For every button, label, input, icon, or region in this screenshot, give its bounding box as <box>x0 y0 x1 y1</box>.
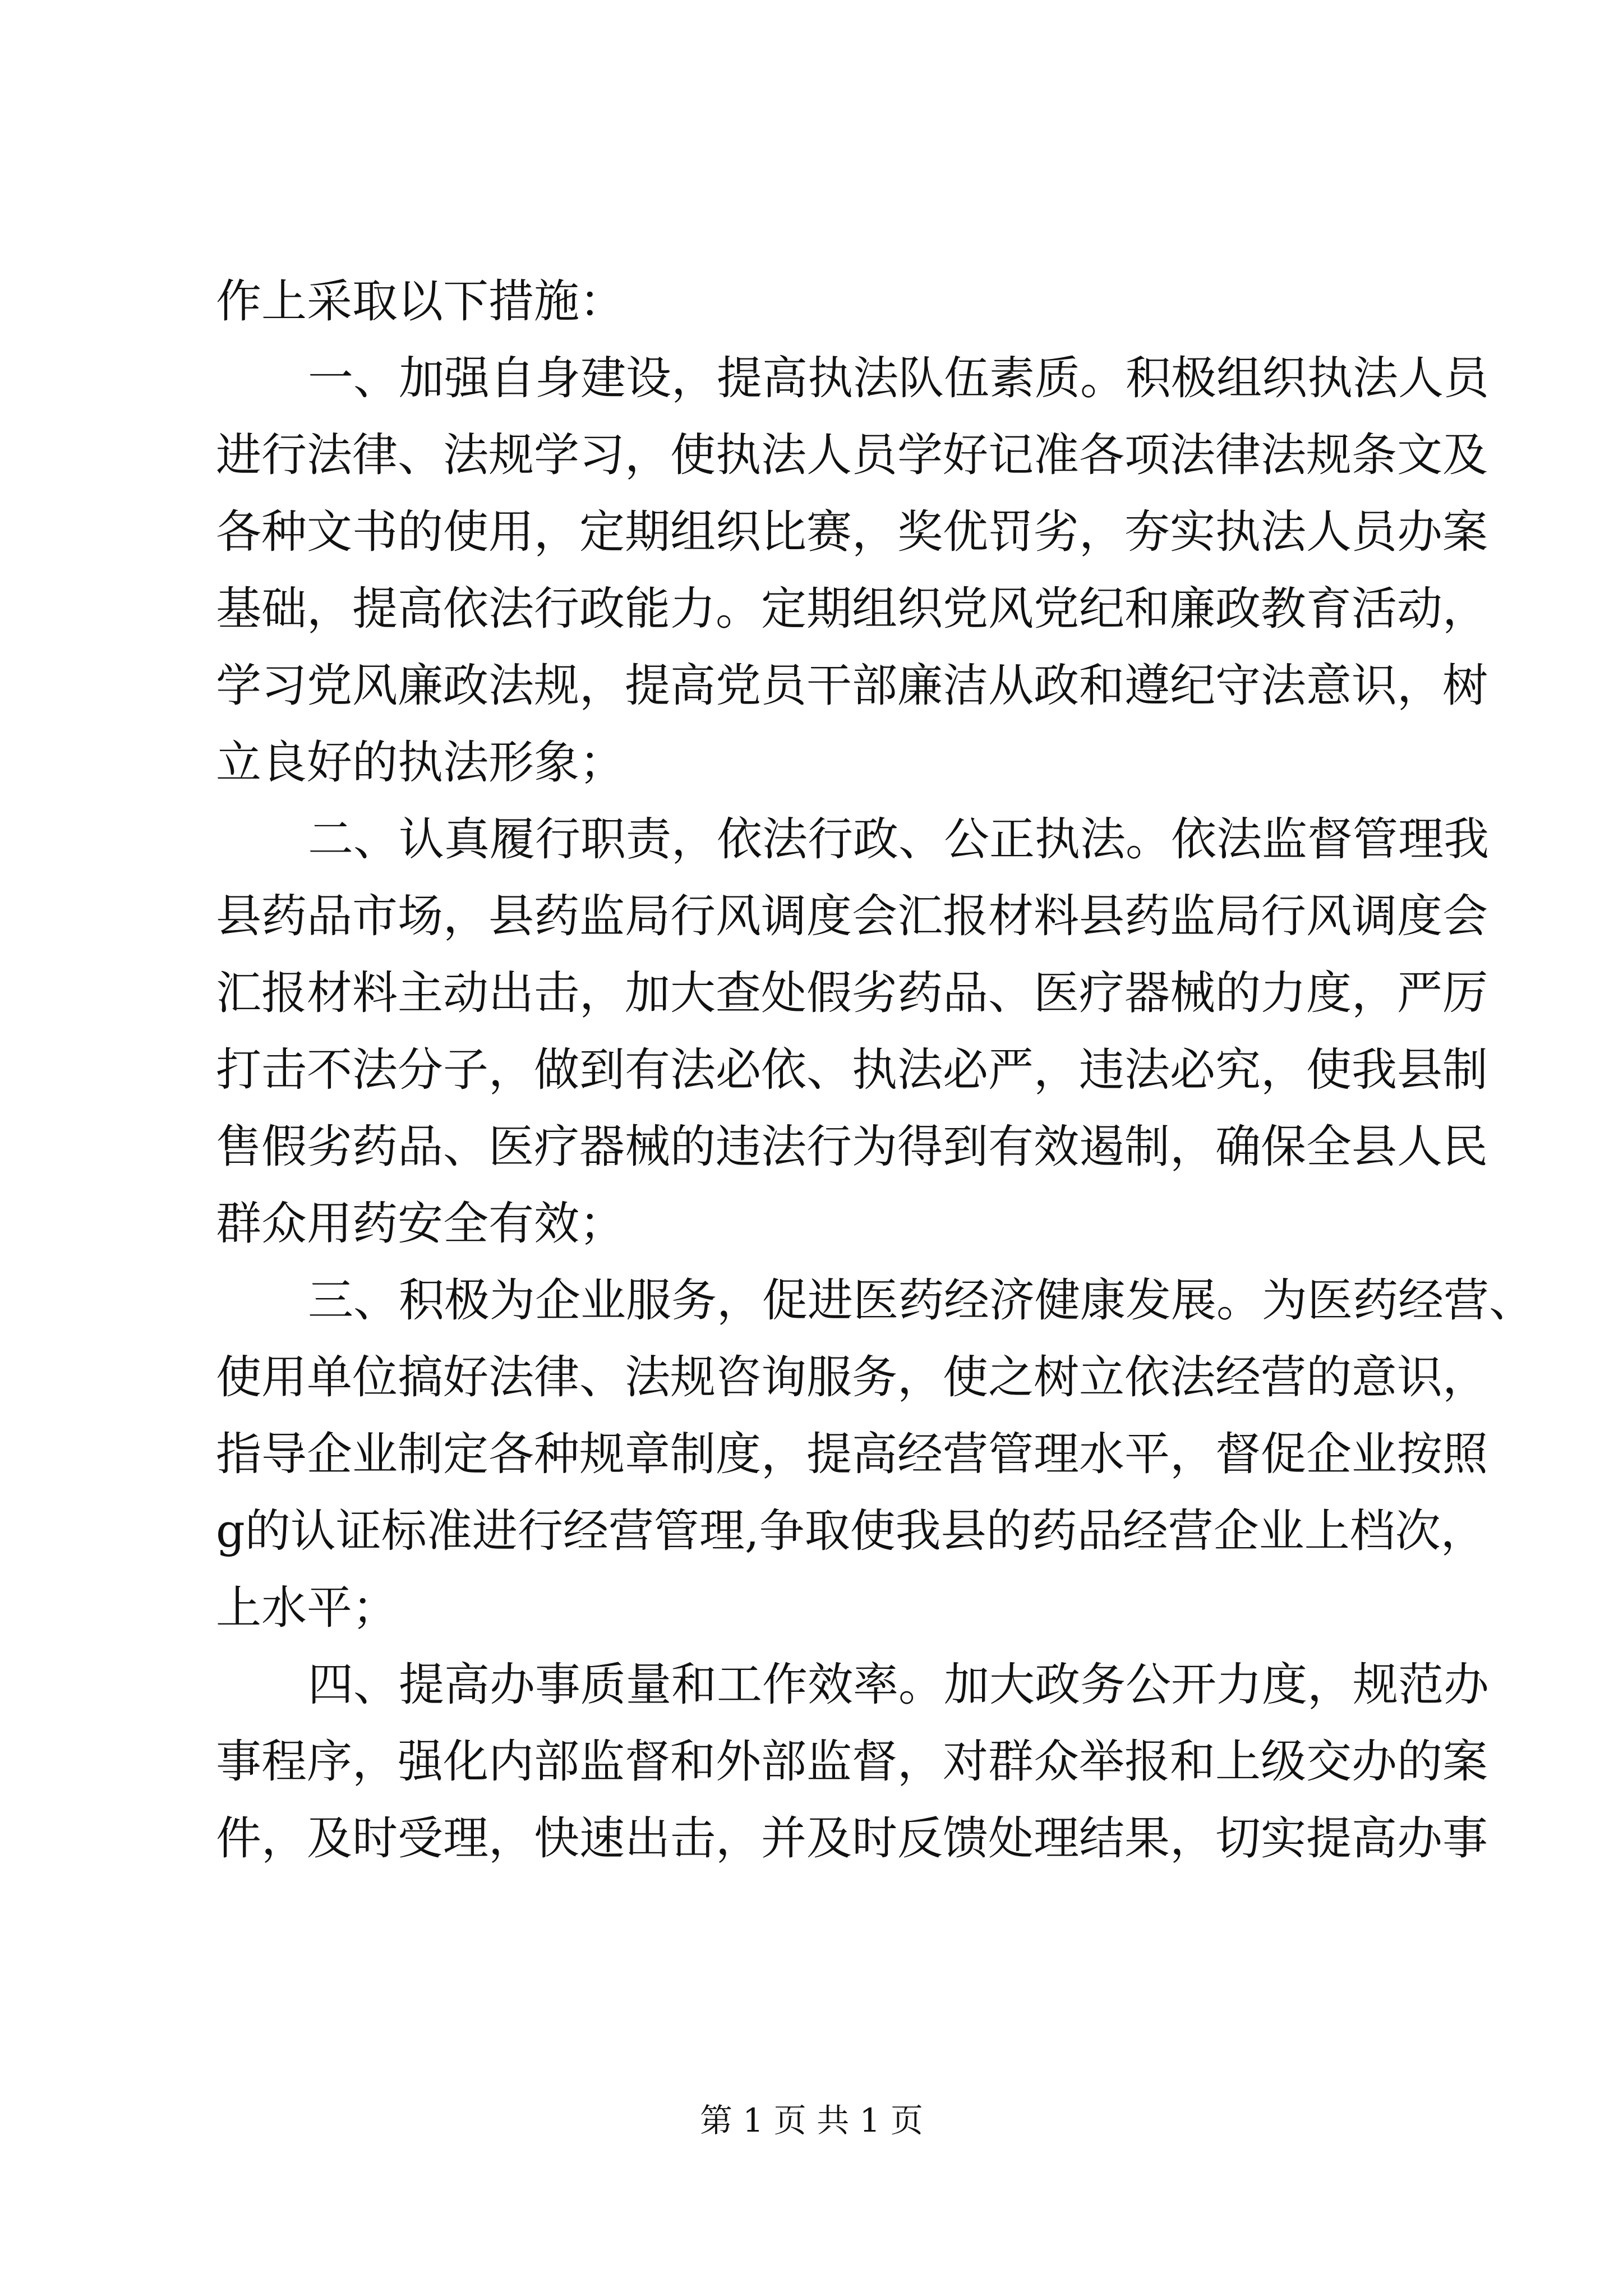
text-line: 各种文书的使用，定期组织比赛，奖优罚劣，夯实执法人员办案 <box>216 506 1488 559</box>
paragraph-4-line: 四、提高办事质量和工作效率。加大政务公开力度，规范办 <box>308 1659 1490 1711</box>
text-line: 汇报材料主动出击，加大查处假劣药品、医疗器械的力度，严厉 <box>216 967 1488 1020</box>
text-line: 群众用药安全有效； <box>216 1198 625 1250</box>
page-number-footer: 第 1 页 共 1 页 <box>700 2101 923 2139</box>
text-line: 立良好的执法形象； <box>216 737 625 789</box>
text-line: 上水平； <box>216 1582 398 1635</box>
text-line: 事程序，强化内部监督和外部监督，对群众举报和上级交办的案 <box>216 1736 1488 1788</box>
text-line: 指导企业制定各种规章制度，提高经营管理水平，督促企业按照 <box>216 1428 1488 1481</box>
paragraph-1-line: 一、加强自身建设，提高执法队伍素质。积极组织执法人员 <box>308 352 1490 405</box>
text-line: 作上采取以下措施： <box>216 275 625 328</box>
text-line: 使用单位搞好法律、法规咨询服务，使之树立依法经营的意识， <box>216 1351 1488 1404</box>
text-line: 基础，提高依法行政能力。定期组织党风党纪和廉政教育活动， <box>216 583 1488 636</box>
paragraph-2-line: 二、认真履行职责，依法行政、公正执法。依法监督管理我 <box>308 813 1490 866</box>
text-line: 售假劣药品、医疗器械的违法行为得到有效遏制，确保全县人民 <box>216 1121 1488 1174</box>
text-line: 进行法律、法规学习，使执法人员学好记准各项法律法规条文及 <box>216 429 1488 482</box>
text-line: 县药品市场，县药监局行风调度会汇报材料县药监局行风调度会 <box>216 890 1488 943</box>
text-line: 件，及时受理，快速出击，并及时反馈处理结果，切实提高办事 <box>216 1812 1488 1865</box>
paragraph-3-line: 三、积极为企业服务，促进医药经济健康发展。为医药经营、 <box>308 1274 1535 1327</box>
text-line: g的认证标准进行经营管理,争取使我县的药品经营企业上档次， <box>216 1505 1486 1558</box>
text-line: 打击不法分子，做到有法必依、执法必严，违法必究，使我县制 <box>216 1044 1488 1097</box>
document-body <box>216 264 1535 1878</box>
text-line: 学习党风廉政法规，提高党员干部廉洁从政和遵纪守法意识，树 <box>216 660 1488 712</box>
